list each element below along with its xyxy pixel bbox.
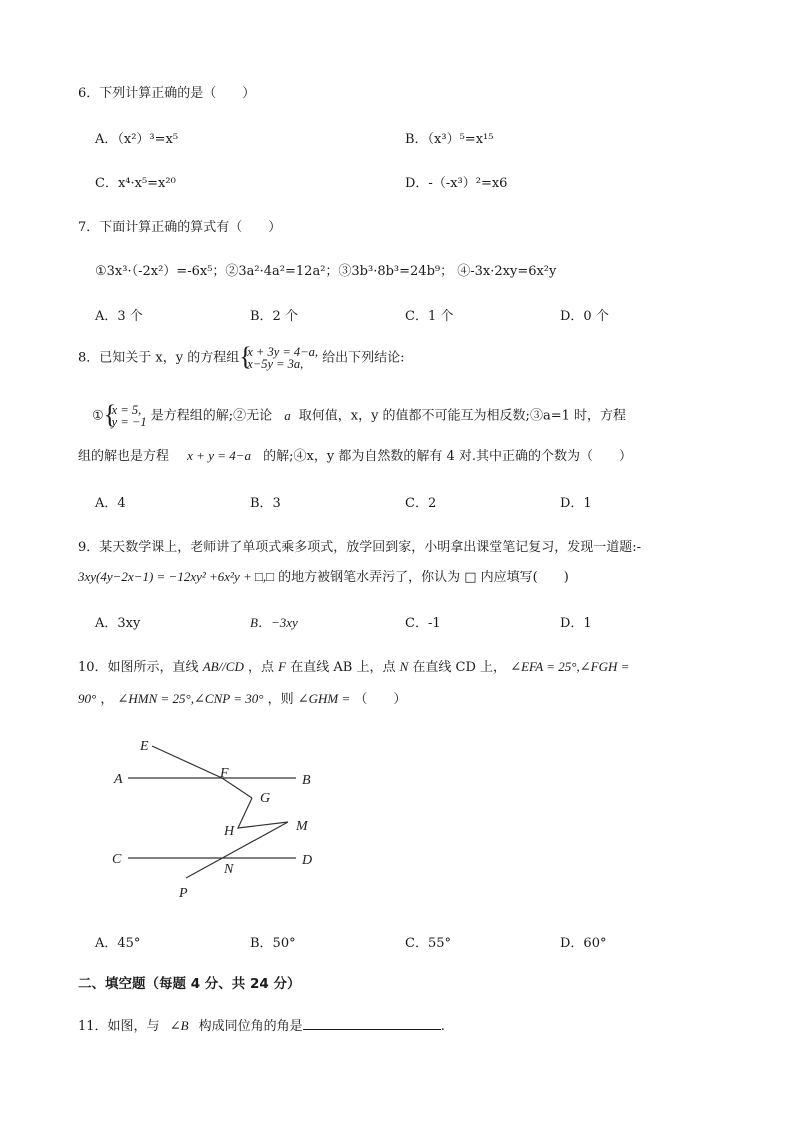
- label-n: N: [224, 862, 234, 877]
- q6-stem: 6．下列计算正确的是（ ）: [78, 86, 256, 101]
- q10-option-b: B．50°: [250, 936, 296, 951]
- q8-line3-pre: 组的解也是方程: [78, 449, 170, 464]
- q10-option-a: A．45°: [95, 936, 141, 951]
- q10-math-n: N: [399, 659, 409, 674]
- q10-figure: [100, 730, 340, 910]
- q10-math-90: 90°: [78, 691, 97, 706]
- q8-option-c: C．2: [405, 496, 437, 511]
- q8-option-a: A．4: [95, 496, 126, 511]
- q7-items: ①3x³·（-2x²）=-6x⁵；②3a²·4a²=12a²；③3b³·8b³=24b⁹； ④-3x·2xy=6x²y: [95, 264, 557, 279]
- q10-math-angles-2: ∠HMN = 25°,∠CNP = 30°: [117, 691, 264, 706]
- q9-line2-post: 的地方被钢笔水弄污了，你认为 □ 内应填写( ): [278, 570, 569, 585]
- label-a: A: [114, 772, 123, 787]
- q10-math-f: F: [278, 659, 287, 674]
- q8-equation-system: { x + 3y = 4−a, x−5y = 3a,: [239, 342, 318, 371]
- q10-text-3: 在直线 AB 上，点: [290, 660, 396, 675]
- q8-eq1: x + 3y = 4−a,: [247, 345, 318, 359]
- label-p: P: [179, 886, 188, 901]
- label-m: M: [296, 819, 308, 834]
- q10-text-2: ，点: [248, 660, 275, 675]
- q8-c2-post: 取何值，x，y 的值都不可能互为相反数;③a=1 时，方程: [298, 408, 626, 424]
- q11-angle-b: ∠B: [169, 1018, 189, 1033]
- q10-text-4: 在直线 CD 上，: [412, 660, 507, 675]
- q10-line2: [78, 688, 406, 707]
- q11-stem: [78, 1015, 445, 1034]
- figure-line-efg: [152, 746, 252, 798]
- label-e: E: [140, 739, 149, 754]
- q9-option-a: A．3xy: [95, 616, 141, 631]
- q8-solution-system: { x = 5, y = −1: [103, 400, 147, 429]
- label-h: H: [224, 824, 235, 839]
- q7-option-c: C．1 个: [405, 309, 454, 324]
- q10-text-1: 10．如图所示，直线: [78, 660, 199, 675]
- q11-period: .: [440, 1019, 445, 1034]
- q7-option-a: A．3 个: [95, 309, 143, 324]
- q8-conclusions-line2: [78, 445, 632, 464]
- q11-text-pre: 11．如图，与: [78, 1019, 160, 1034]
- q9-option-d: D．1: [560, 616, 592, 631]
- q7-option-d: D．0 个: [560, 309, 609, 324]
- q10-text-5: ，: [100, 692, 114, 707]
- q10-line1: [78, 656, 629, 675]
- q8-stem-pre: 8．已知关于 x，y 的方程组: [78, 350, 240, 366]
- q8-stem-post: 给出下列结论:: [322, 350, 405, 366]
- q7-option-b: B．2 个: [250, 309, 298, 324]
- q11-answer-blank[interactable]: [303, 1017, 441, 1030]
- q10-option-d: D．60°: [560, 936, 607, 951]
- q8-conclusions-line1: [92, 400, 626, 429]
- q9-line1: 9．某天数学课上，老师讲了单项式乘多项式，放学回到家，小明拿出课堂笔记复习，发现一道题:-: [78, 540, 642, 555]
- label-g: G: [260, 791, 271, 806]
- q8-c1-post: 是方程组的解;②无论: [150, 408, 273, 424]
- q9-option-b: B．−3xy: [250, 615, 298, 630]
- label-d: D: [302, 853, 313, 868]
- q11-text-post: 构成同位角的角是: [198, 1019, 303, 1034]
- q8-line3-eq: x + y = 4−a: [187, 448, 252, 463]
- q9-line2: [78, 566, 569, 585]
- q8-stem: [78, 342, 405, 371]
- q10-math-ghm: ∠GHM =: [297, 691, 351, 706]
- q9-equation: 3xy(4y−2x−1) = −12xy² +6x²y + □,□: [78, 569, 274, 584]
- q6-option-b: B．（x³）⁵=x¹⁵: [405, 132, 494, 147]
- figure-line-mnp: [186, 822, 288, 878]
- q8-sol2: y = −1: [111, 415, 147, 429]
- q8-line3-post: 的解;④x，y 都为自然数的解有 4 对.其中正确的个数为（ ）: [263, 449, 633, 464]
- q8-c1-pre: ①: [92, 408, 104, 424]
- q8-eq2: x−5y = 3a,: [247, 357, 304, 371]
- q8-sol1: x = 5,: [111, 403, 142, 417]
- q10-text-6: ，则: [267, 692, 294, 707]
- q8-c2-a: a: [284, 407, 291, 423]
- q6-option-d: D．-（-x³）²=x6: [405, 176, 508, 191]
- q10-math-angles-1: ∠EFA = 25°,∠FGH =: [510, 659, 630, 674]
- q7-stem: 7．下面计算正确的算式有（ ）: [78, 220, 282, 235]
- label-b: B: [302, 773, 311, 788]
- q6-option-c: C．x⁴·x⁵=x²⁰: [95, 176, 176, 191]
- q8-option-d: D．1: [560, 496, 592, 511]
- label-f: F: [220, 766, 229, 781]
- q6-option-a: A．（x²）³=x⁵: [95, 132, 179, 147]
- q8-option-b: B．3: [250, 496, 281, 511]
- q10-option-c: C．55°: [405, 936, 451, 951]
- q9-option-c: C．-1: [405, 616, 441, 631]
- label-c: C: [112, 852, 122, 867]
- section-2-title: 二、填空题（每题 4 分、共 24 分）: [78, 976, 301, 992]
- q10-text-7: （ ）: [354, 692, 407, 707]
- q10-math-parallel: AB//CD: [202, 659, 244, 674]
